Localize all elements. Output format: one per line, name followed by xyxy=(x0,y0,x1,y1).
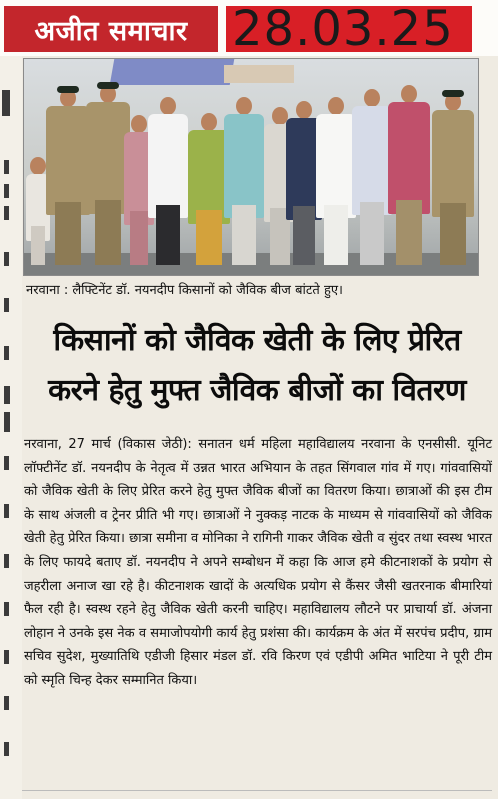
publication-date: 28.03.25 xyxy=(226,6,472,52)
man-check-shirt-figure xyxy=(388,85,430,265)
ncc-cadet-figure xyxy=(46,89,90,265)
ncc-cadet-figure xyxy=(432,93,474,265)
event-photo xyxy=(23,58,479,276)
headline-line-1: किसानों को जैविक खेती के लिए प्रेरित xyxy=(53,323,461,358)
newspaper-name: अजीत समाचार xyxy=(4,6,218,52)
headline-line-2: करने हेतु मुफ्त जैविक बीजों का वितरण xyxy=(48,373,466,408)
newspaper-masthead xyxy=(0,0,498,56)
adjacent-column-fragment xyxy=(0,56,22,799)
article-body: नरवाना, 27 मार्च (विकास जेठी): सनातन धर्म महिला महाविद्यालय नरवाना के एनसीसी. यूनिट लॉफ्टीनेंट डॉ. नयनदीप के नेतृत्व में उन्नत भारत अभियान के तहत सिंगवाल गांव में गए। गांववासियों को जैविक खेती के लिए प्रेरित करने हेतु मुफ्त जैविक बीजों का वितरण किया। छात्राओं की इस टीम के साथ अंजली व ट्रेनर प्रीति भी गए। छात्राओं ने नुक्कड़ नाटक के माध्यम से गांववासियों को जैविक खेती हेतु प्रेरित किया। छात्रा समीना व मोनिका ने रागिनी गाकर जैविक खेती व सुंदर तथा स्वस्थ भारत के लिए फायदे बताए डॉ. नयनदीप ने अपने सम्बोधन में कहा कि आज हमे कीटनाशकों के प्रयोग से जहरीला अनाज खा रहे है। कीटनाशक खादों के अत्यधिक प्रयोग से कैंसर जैसी खतरनाक बीमारियां फैल रही है। स्वस्थ रहने हेतु जैविक खेती करनी चाहिए। महाविद्यालय लौटने पर प्राचार्या डॉ. अंजना लोहान ने उनके इस नेक व समाजोपयोगी कार्य हेतु प्रशंसा की। कार्यक्रम के अंत में सरपंच प्रदीप, ग्राम सचिव सुदेश, मुख्यातिथि एडीजी हिसार मंडल डॉ. रवि किरण एवं एडीपी अमित भाटिया ने पूरी टीम को स्मृति चिन्ह देकर सम्मानित किया। xyxy=(24,437,492,688)
banner-background xyxy=(224,65,294,83)
bottom-divider xyxy=(22,790,492,791)
college-banner xyxy=(110,59,235,85)
photo-caption: नरवाना : लैफ्टिनेंट डॉ. नयनदीप किसानों को जैविक बीज बांटते हुए। xyxy=(26,283,343,298)
man-figure xyxy=(224,97,264,265)
man-kurta-figure xyxy=(316,97,356,265)
man-white-shirt-figure xyxy=(148,97,188,265)
man-figure xyxy=(352,89,392,265)
